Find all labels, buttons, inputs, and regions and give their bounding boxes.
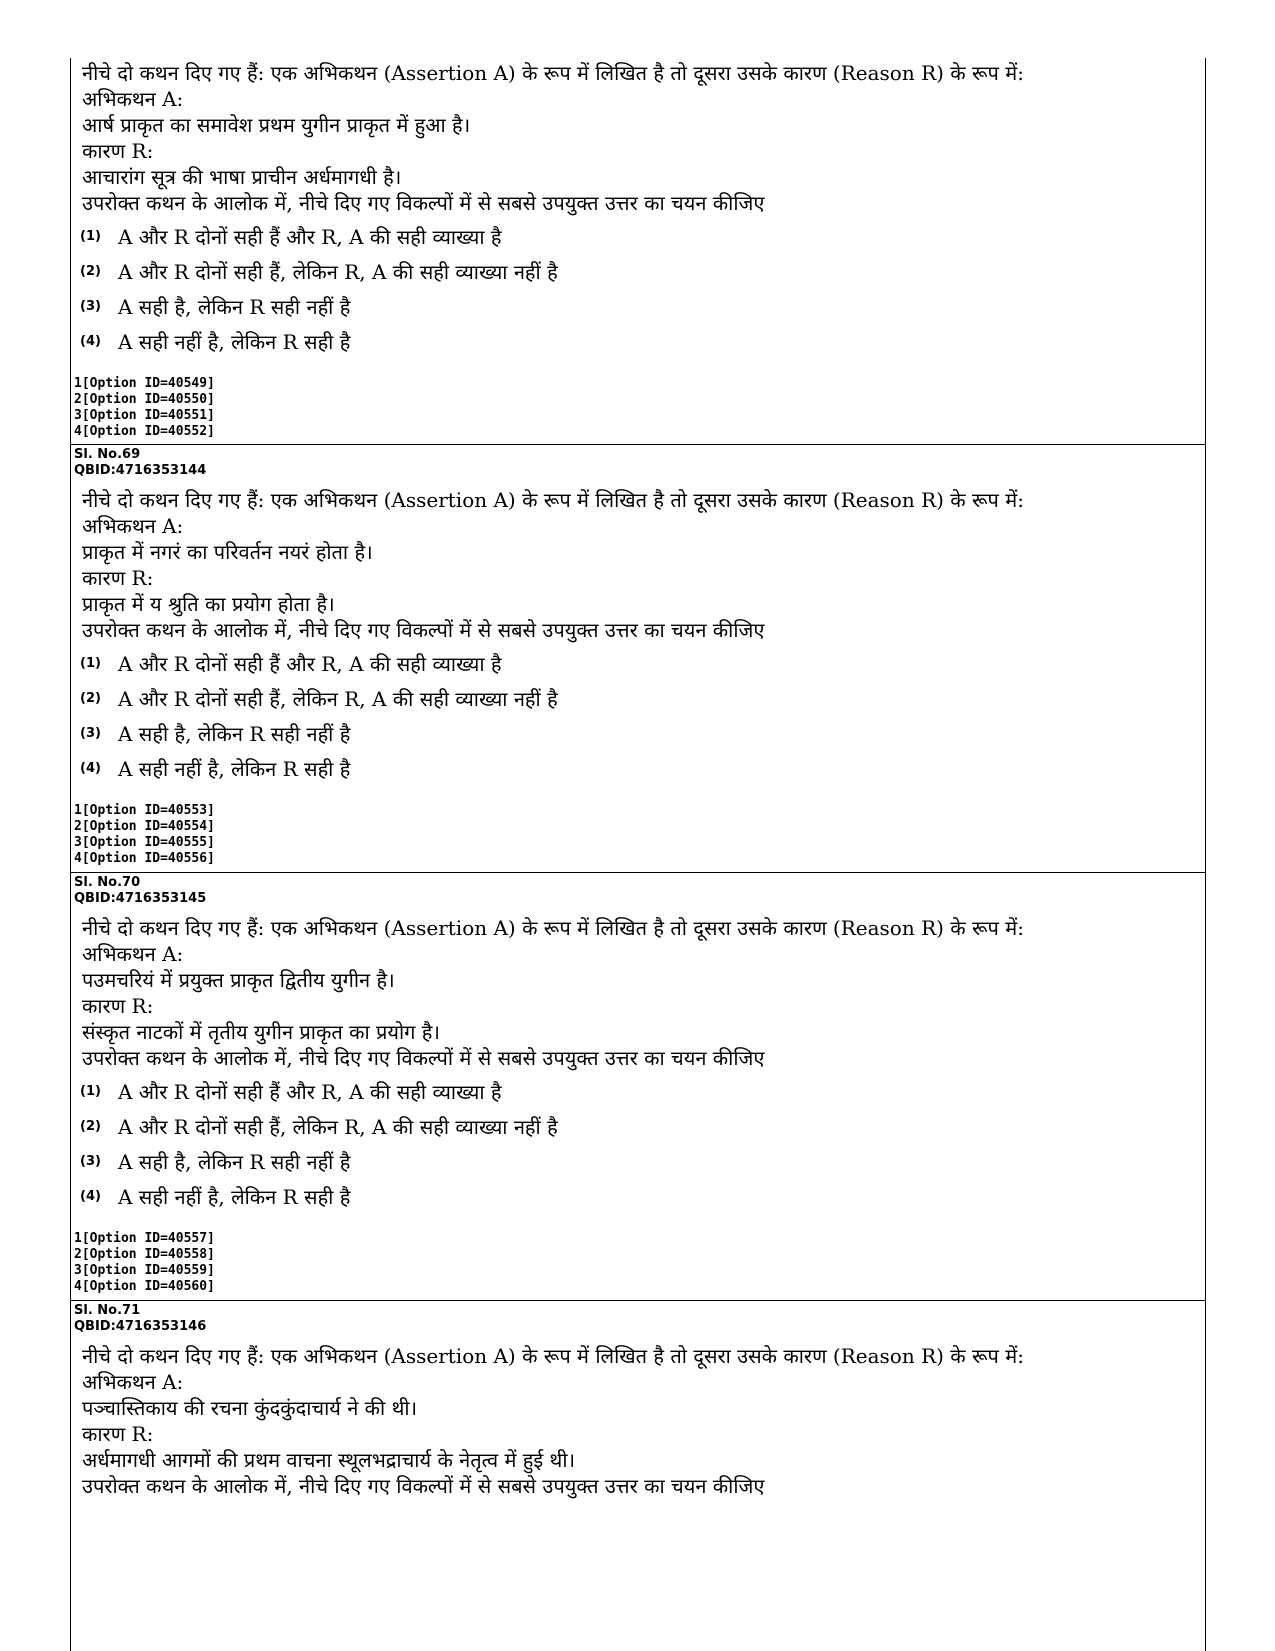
option-text: A और R दोनों सही हैं, लेकिन R, A की सही व्याख्या नहीं है bbox=[118, 1115, 558, 1139]
qbid: QBID:4716353146 bbox=[74, 1319, 207, 1334]
option-item[interactable] bbox=[80, 1113, 558, 1141]
reason-text: संस्कृत नाटकों में तृतीय युगीन प्राकृत का प्रयोग है। bbox=[82, 1020, 440, 1044]
option-id: 4[Option ID=40560] bbox=[74, 1279, 215, 1294]
option-item[interactable] bbox=[80, 1183, 350, 1211]
reason-text: अर्धमागधी आगमों की प्रथम वाचना स्थूलभद्राचार्य के नेतृत्व में हुई थी। bbox=[82, 1448, 576, 1472]
serial-number: Sl. No.69 bbox=[74, 447, 141, 462]
question-instruction: उपरोक्त कथन के आलोक में, नीचे दिए गए विकल्पों में से सबसे उपयुक्त उत्तर का चयन कीजिए bbox=[82, 618, 765, 642]
option-id: 4[Option ID=40556] bbox=[74, 851, 215, 866]
assertion-label: अभिकथन A: bbox=[82, 514, 184, 538]
reason-text: प्राकृत में य श्रुति का प्रयोग होता है। bbox=[82, 592, 335, 616]
question-intro: नीचे दो कथन दिए गए हैं: एक अभिकथन (Assertion A) के रूप में लिखित है तो दूसरा उसके कारण (Reason R) के रूप में: bbox=[82, 916, 1024, 940]
reason-label: कारण R: bbox=[82, 566, 154, 590]
option-id: 1[Option ID=40557] bbox=[74, 1231, 215, 1246]
question-instruction: उपरोक्त कथन के आलोक में, नीचे दिए गए विकल्पों में से सबसे उपयुक्त उत्तर का चयन कीजिए bbox=[82, 191, 765, 215]
question-intro: नीचे दो कथन दिए गए हैं: एक अभिकथन (Assertion A) के रूप में लिखित है तो दूसरा उसके कारण (Reason R) के रूप में: bbox=[82, 61, 1024, 85]
option-text: A सही नहीं है, लेकिन R सही है bbox=[118, 757, 351, 781]
option-item[interactable] bbox=[80, 328, 350, 356]
option-item[interactable] bbox=[80, 650, 502, 678]
option-text: A और R दोनों सही हैं और R, A की सही व्याख्या है bbox=[118, 1080, 502, 1104]
reason-text: आचारांग सूत्र की भाषा प्राचीन अर्धमागधी है। bbox=[82, 165, 402, 189]
assertion-label: अभिकथन A: bbox=[82, 942, 184, 966]
option-number: (1) bbox=[80, 1084, 101, 1099]
option-id: 3[Option ID=40559] bbox=[74, 1263, 215, 1278]
option-text: A और R दोनों सही हैं और R, A की सही व्याख्या है bbox=[118, 652, 502, 676]
option-id: 4[Option ID=40552] bbox=[74, 424, 215, 439]
option-text: A और R दोनों सही हैं, लेकिन R, A की सही व्याख्या नहीं है bbox=[118, 687, 558, 711]
option-number: (3) bbox=[80, 726, 101, 741]
question-divider bbox=[70, 1300, 1206, 1301]
option-number: (2) bbox=[80, 691, 101, 706]
option-number: (2) bbox=[80, 1119, 101, 1134]
option-item[interactable] bbox=[80, 1148, 350, 1176]
option-text: A और R दोनों सही हैं, लेकिन R, A की सही व्याख्या नहीं है bbox=[118, 260, 558, 284]
option-item[interactable] bbox=[80, 1078, 502, 1106]
option-item[interactable] bbox=[80, 293, 350, 321]
question-intro: नीचे दो कथन दिए गए हैं: एक अभिकथन (Assertion A) के रूप में लिखित है तो दूसरा उसके कारण (Reason R) के रूप में: bbox=[82, 1344, 1024, 1368]
option-id: 3[Option ID=40555] bbox=[74, 835, 215, 850]
option-id: 2[Option ID=40554] bbox=[74, 819, 215, 834]
question-instruction: उपरोक्त कथन के आलोक में, नीचे दिए गए विकल्पों में से सबसे उपयुक्त उत्तर का चयन कीजिए bbox=[82, 1046, 765, 1070]
question-divider bbox=[70, 444, 1206, 445]
option-text: A सही नहीं है, लेकिन R सही है bbox=[118, 330, 351, 354]
option-number: (4) bbox=[80, 761, 101, 776]
option-number: (3) bbox=[80, 1154, 101, 1169]
assertion-text: प्राकृत में नगरं का परिवर्तन नयरं होता है। bbox=[82, 540, 373, 564]
assertion-label: अभिकथन A: bbox=[82, 1370, 184, 1394]
option-number: (1) bbox=[80, 656, 101, 671]
option-number: (2) bbox=[80, 264, 101, 279]
option-text: A सही है, लेकिन R सही नहीं है bbox=[118, 722, 351, 746]
option-id: 2[Option ID=40558] bbox=[74, 1247, 215, 1262]
option-item[interactable] bbox=[80, 223, 502, 251]
option-number: (4) bbox=[80, 334, 101, 349]
option-number: (3) bbox=[80, 299, 101, 314]
option-item[interactable] bbox=[80, 258, 558, 286]
qbid: QBID:4716353145 bbox=[74, 891, 207, 906]
option-text: A और R दोनों सही हैं और R, A की सही व्याख्या है bbox=[118, 225, 502, 249]
option-id: 1[Option ID=40549] bbox=[74, 376, 215, 391]
option-text: A सही नहीं है, लेकिन R सही है bbox=[118, 1185, 351, 1209]
question-instruction: उपरोक्त कथन के आलोक में, नीचे दिए गए विकल्पों में से सबसे उपयुक्त उत्तर का चयन कीजिए bbox=[82, 1474, 765, 1498]
option-id: 1[Option ID=40553] bbox=[74, 803, 215, 818]
option-id: 2[Option ID=40550] bbox=[74, 392, 215, 407]
assertion-text: पउमचरियं में प्रयुक्त प्राकृत द्वितीय युगीन है। bbox=[82, 968, 395, 992]
option-id: 3[Option ID=40551] bbox=[74, 408, 215, 423]
option-number: (1) bbox=[80, 229, 101, 244]
assertion-text: पञ्चास्तिकाय की रचना कुंदकुंदाचार्य ने की थी। bbox=[82, 1396, 418, 1420]
question-intro: नीचे दो कथन दिए गए हैं: एक अभिकथन (Assertion A) के रूप में लिखित है तो दूसरा उसके कारण (Reason R) के रूप में: bbox=[82, 488, 1024, 512]
reason-label: कारण R: bbox=[82, 139, 154, 163]
option-text: A सही है, लेकिन R सही नहीं है bbox=[118, 295, 351, 319]
assertion-label: अभिकथन A: bbox=[82, 87, 184, 111]
option-item[interactable] bbox=[80, 720, 350, 748]
option-text: A सही है, लेकिन R सही नहीं है bbox=[118, 1150, 351, 1174]
serial-number: Sl. No.70 bbox=[74, 875, 141, 890]
option-item[interactable] bbox=[80, 755, 350, 783]
serial-number: Sl. No.71 bbox=[74, 1303, 141, 1318]
option-item[interactable] bbox=[80, 685, 558, 713]
reason-label: कारण R: bbox=[82, 1422, 154, 1446]
question-divider bbox=[70, 872, 1206, 873]
assertion-text: आर्ष प्राकृत का समावेश प्रथम युगीन प्राकृत में हुआ है। bbox=[82, 113, 471, 137]
reason-label: कारण R: bbox=[82, 994, 154, 1018]
option-number: (4) bbox=[80, 1189, 101, 1204]
qbid: QBID:4716353144 bbox=[74, 463, 207, 478]
